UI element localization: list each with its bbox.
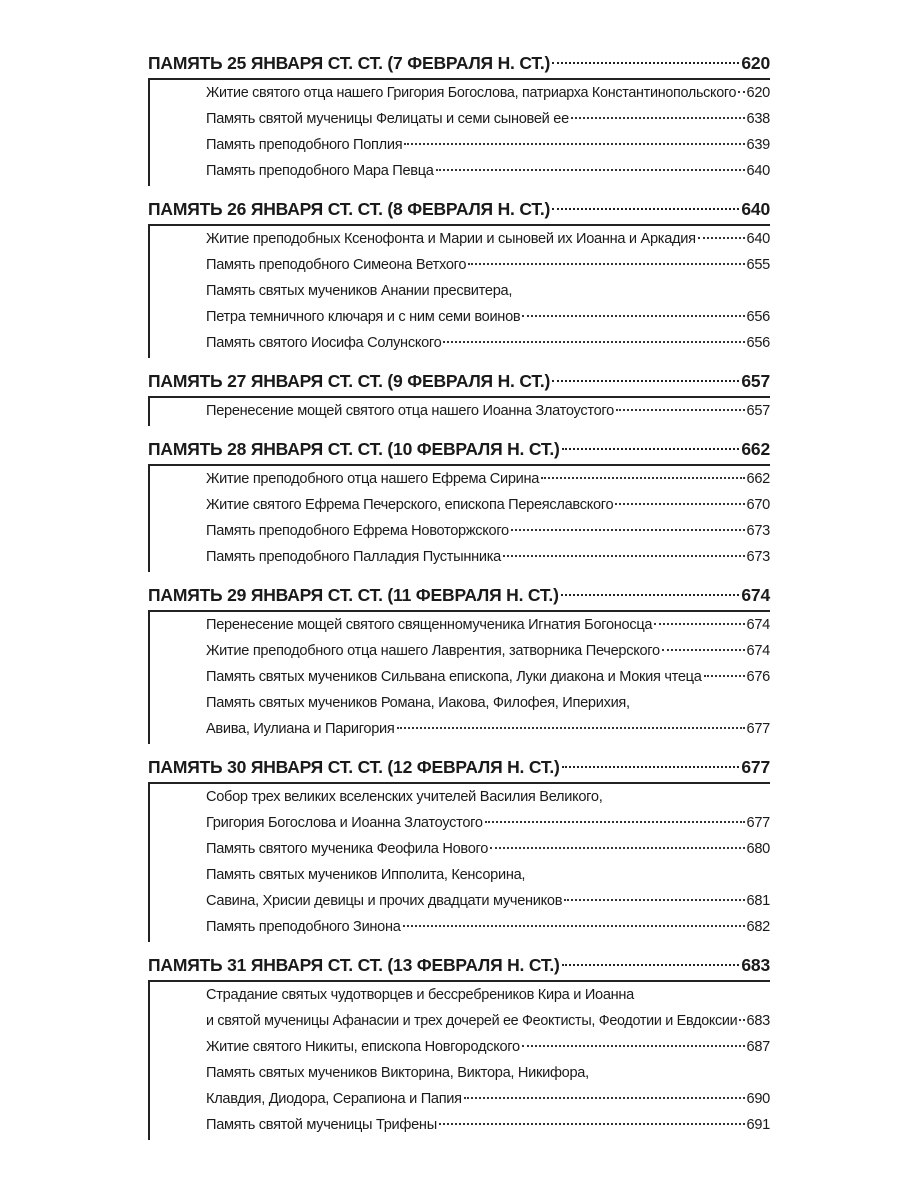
entry-title: Перенесение мощей святого отца нашего Иоанна Златоустого xyxy=(206,403,614,419)
dot-leader xyxy=(704,675,745,677)
entry-page-number: 681 xyxy=(746,893,770,909)
entry-line xyxy=(206,1086,770,1112)
toc-section xyxy=(148,370,770,426)
entry-line xyxy=(206,664,770,690)
entry-title: Память святых мучеников Ипполита, Кенсорина, xyxy=(206,867,526,883)
toc-entry xyxy=(206,106,770,132)
entry-page-number: 690 xyxy=(746,1091,770,1107)
dot-leader xyxy=(552,380,739,382)
entry-line xyxy=(206,810,770,836)
dot-leader xyxy=(490,847,745,849)
dot-leader xyxy=(616,409,745,411)
section-heading-text: ПАМЯТЬ 26 ЯНВАРЯ СТ. СТ. (8 ФЕВРАЛЯ Н. СТ.) xyxy=(148,199,551,219)
section-heading xyxy=(148,584,770,612)
dot-leader xyxy=(615,503,744,505)
entry-page-number: 640 xyxy=(746,231,770,247)
entry-line xyxy=(206,304,770,330)
dot-leader xyxy=(564,899,744,901)
dot-leader xyxy=(522,1045,745,1047)
section-page-number: 662 xyxy=(741,439,770,459)
toc-entry xyxy=(206,638,770,664)
entry-title: Память преподобного Поплия xyxy=(206,137,403,153)
entry-title: Житие преподобного отца нашего Лаврентия, затворника Печерского xyxy=(206,643,660,659)
dot-leader xyxy=(552,62,739,64)
entry-title: Память преподобного Ефрема Новоторжского xyxy=(206,523,509,539)
entry-title: Клавдия, Диодора, Серапиона и Папия xyxy=(206,1091,462,1107)
toc-entry xyxy=(206,836,770,862)
entry-page-number: 674 xyxy=(746,643,770,659)
section-heading xyxy=(148,756,770,784)
dot-leader xyxy=(541,477,744,479)
entry-title: Память святых мучеников Викторина, Виктора, Никифора, xyxy=(206,1065,589,1081)
entry-list xyxy=(150,226,770,356)
dot-leader xyxy=(464,1097,745,1099)
section-heading-text: ПАМЯТЬ 25 ЯНВАРЯ СТ. СТ. (7 ФЕВРАЛЯ Н. СТ.) xyxy=(148,53,551,73)
entry-title: Собор трех великих вселенских учителей Василия Великого, xyxy=(206,789,603,805)
dot-leader xyxy=(439,1123,745,1125)
dot-leader xyxy=(485,821,745,823)
entry-title: Память святого Иосифа Солунского xyxy=(206,335,442,351)
section-heading-text: ПАМЯТЬ 30 ЯНВАРЯ СТ. СТ. (12 ФЕВРАЛЯ Н. СТ.) xyxy=(148,757,560,777)
dot-leader xyxy=(562,448,740,450)
entry-page-number: 620 xyxy=(746,85,770,101)
toc-section xyxy=(148,584,770,744)
section-page-number: 620 xyxy=(741,53,770,73)
entry-title: Память преподобного Зинона xyxy=(206,919,401,935)
section-heading xyxy=(148,370,770,398)
entry-title: и святой мученицы Афанасии и трех дочерей ее Феоктисты, Феодотии и Евдоксии xyxy=(206,1013,738,1029)
entry-title: Память святой мученицы Фелицаты и семи сыновей ее xyxy=(206,111,569,127)
entry-line xyxy=(206,80,770,106)
entry-title: Житие преподобного отца нашего Ефрема Сирина xyxy=(206,471,540,487)
entry-list xyxy=(150,80,770,184)
entry-title: Житие преподобных Ксенофонта и Марии и сыновей их Иоанна и Аркадия xyxy=(206,231,696,247)
entry-line xyxy=(206,1008,770,1034)
section-heading-text: ПАМЯТЬ 28 ЯНВАРЯ СТ. СТ. (10 ФЕВРАЛЯ Н. СТ.) xyxy=(148,439,560,459)
entry-line xyxy=(206,638,770,664)
entry-title: Память преподобного Симеона Ветхого xyxy=(206,257,467,273)
dot-leader xyxy=(503,555,745,557)
entry-line xyxy=(206,226,770,252)
entry-line xyxy=(206,132,770,158)
entry-line xyxy=(206,158,770,184)
entry-line xyxy=(206,544,770,570)
dot-leader xyxy=(662,649,745,651)
entry-page-number: 656 xyxy=(746,335,770,351)
entry-title: Савина, Хрисии девицы и прочих двадцати мучеников xyxy=(206,893,563,909)
entry-title: Память святого мученика Феофила Нового xyxy=(206,841,489,857)
entry-line xyxy=(206,612,770,638)
entry-page-number: 687 xyxy=(746,1039,770,1055)
entry-line xyxy=(206,492,770,518)
dot-leader xyxy=(468,263,744,265)
dot-leader xyxy=(561,594,740,596)
toc-entry xyxy=(206,132,770,158)
toc-entry xyxy=(206,518,770,544)
dot-leader xyxy=(654,623,744,625)
entry-list xyxy=(150,398,770,424)
entry-page-number: 639 xyxy=(746,137,770,153)
toc-entry xyxy=(206,664,770,690)
entry-line xyxy=(206,466,770,492)
entry-page-number: 691 xyxy=(746,1117,770,1133)
entry-title: Память святых мучеников Сильвана епископа, Луки диакона и Мокия чтеца xyxy=(206,669,702,685)
section-page-number: 640 xyxy=(741,199,770,219)
section-heading xyxy=(148,954,770,982)
entry-list xyxy=(150,466,770,570)
section-heading xyxy=(148,52,770,80)
entry-page-number: 656 xyxy=(746,309,770,325)
section-page-number: 683 xyxy=(741,955,770,975)
toc-entry xyxy=(206,226,770,252)
entry-line xyxy=(206,278,770,304)
dot-leader xyxy=(522,315,744,317)
entry-page-number: 674 xyxy=(746,617,770,633)
entry-line xyxy=(206,914,770,940)
entry-line xyxy=(206,982,770,1008)
table-of-contents xyxy=(148,52,770,1152)
section-page-number: 674 xyxy=(741,585,770,605)
toc-entry xyxy=(206,252,770,278)
toc-entry xyxy=(206,862,770,914)
toc-entry xyxy=(206,80,770,106)
toc-section xyxy=(148,954,770,1140)
entry-title: Память святых мучеников Романа, Иакова, Филофея, Иперихия, xyxy=(206,695,630,711)
entry-page-number: 662 xyxy=(746,471,770,487)
dot-leader xyxy=(571,117,745,119)
toc-entry xyxy=(206,492,770,518)
toc-entry xyxy=(206,398,770,424)
entry-title: Память святой мученицы Трифены xyxy=(206,1117,437,1133)
entry-page-number: 655 xyxy=(746,257,770,273)
entry-line xyxy=(206,398,770,424)
entry-line xyxy=(206,518,770,544)
entry-line xyxy=(206,716,770,742)
dot-leader xyxy=(404,143,744,145)
toc-entry xyxy=(206,914,770,940)
entry-page-number: 638 xyxy=(746,111,770,127)
entry-line xyxy=(206,862,770,888)
entry-title: Авива, Иулиана и Паригория xyxy=(206,721,395,737)
entry-title: Житие святого Ефрема Печерского, епископа Переяславского xyxy=(206,497,614,513)
entry-title: Память преподобного Палладия Пустынника xyxy=(206,549,501,565)
entry-line xyxy=(206,888,770,914)
entry-list xyxy=(150,784,770,940)
entry-title: Память преподобного Мара Певца xyxy=(206,163,434,179)
entry-list xyxy=(150,982,770,1138)
toc-entry xyxy=(206,544,770,570)
dot-leader xyxy=(698,237,745,239)
entry-page-number: 677 xyxy=(746,721,770,737)
toc-section xyxy=(148,198,770,358)
section-page-number: 677 xyxy=(741,757,770,777)
dot-leader xyxy=(511,529,745,531)
toc-entry xyxy=(206,278,770,330)
entry-line xyxy=(206,106,770,132)
toc-entry xyxy=(206,330,770,356)
entry-list xyxy=(150,612,770,742)
toc-entry xyxy=(206,612,770,638)
dot-leader xyxy=(739,1019,744,1021)
section-heading xyxy=(148,198,770,226)
entry-page-number: 657 xyxy=(746,403,770,419)
entry-line xyxy=(206,252,770,278)
entry-title: Страдание святых чудотворцев и бессребреников Кира и Иоанна xyxy=(206,987,634,1003)
dot-leader xyxy=(552,208,739,210)
entry-line xyxy=(206,1060,770,1086)
entry-page-number: 677 xyxy=(746,815,770,831)
entry-page-number: 683 xyxy=(746,1013,770,1029)
entry-title: Петра темничного ключаря и с ним семи воинов xyxy=(206,309,521,325)
toc-section xyxy=(148,52,770,186)
section-heading-text: ПАМЯТЬ 27 ЯНВАРЯ СТ. СТ. (9 ФЕВРАЛЯ Н. СТ.) xyxy=(148,371,551,391)
entry-title: Григория Богослова и Иоанна Златоустого xyxy=(206,815,483,831)
entry-page-number: 673 xyxy=(746,523,770,539)
section-heading-text: ПАМЯТЬ 31 ЯНВАРЯ СТ. СТ. (13 ФЕВРАЛЯ Н. СТ.) xyxy=(148,955,560,975)
toc-section xyxy=(148,438,770,572)
entry-title: Память святых мучеников Анании пресвитера, xyxy=(206,283,513,299)
entry-title: Перенесение мощей святого священномученика Игнатия Богоносца xyxy=(206,617,653,633)
entry-page-number: 682 xyxy=(746,919,770,935)
entry-page-number: 673 xyxy=(746,549,770,565)
toc-entry xyxy=(206,982,770,1034)
entry-page-number: 680 xyxy=(746,841,770,857)
dot-leader xyxy=(562,766,740,768)
entry-page-number: 670 xyxy=(746,497,770,513)
dot-leader xyxy=(397,727,745,729)
dot-leader xyxy=(562,964,740,966)
toc-entry xyxy=(206,690,770,742)
dot-leader xyxy=(738,91,744,93)
entry-line xyxy=(206,1034,770,1060)
toc-entry xyxy=(206,1060,770,1112)
dot-leader xyxy=(403,925,745,927)
toc-entry xyxy=(206,158,770,184)
entry-page-number: 676 xyxy=(746,669,770,685)
dot-leader xyxy=(443,341,744,343)
section-page-number: 657 xyxy=(741,371,770,391)
entry-page-number: 640 xyxy=(746,163,770,179)
entry-title: Житие святого отца нашего Григория Богослова, патриарха Константинопольского xyxy=(206,85,737,101)
toc-entry xyxy=(206,1034,770,1060)
entry-line xyxy=(206,836,770,862)
entry-line xyxy=(206,784,770,810)
dot-leader xyxy=(436,169,745,171)
section-heading-text: ПАМЯТЬ 29 ЯНВАРЯ СТ. СТ. (11 ФЕВРАЛЯ Н. СТ.) xyxy=(148,585,559,605)
entry-line xyxy=(206,1112,770,1138)
toc-entry xyxy=(206,784,770,836)
entry-line xyxy=(206,330,770,356)
section-heading xyxy=(148,438,770,466)
toc-entry xyxy=(206,1112,770,1138)
toc-section xyxy=(148,756,770,942)
entry-title: Житие святого Никиты, епископа Новгородского xyxy=(206,1039,520,1055)
toc-entry xyxy=(206,466,770,492)
entry-line xyxy=(206,690,770,716)
